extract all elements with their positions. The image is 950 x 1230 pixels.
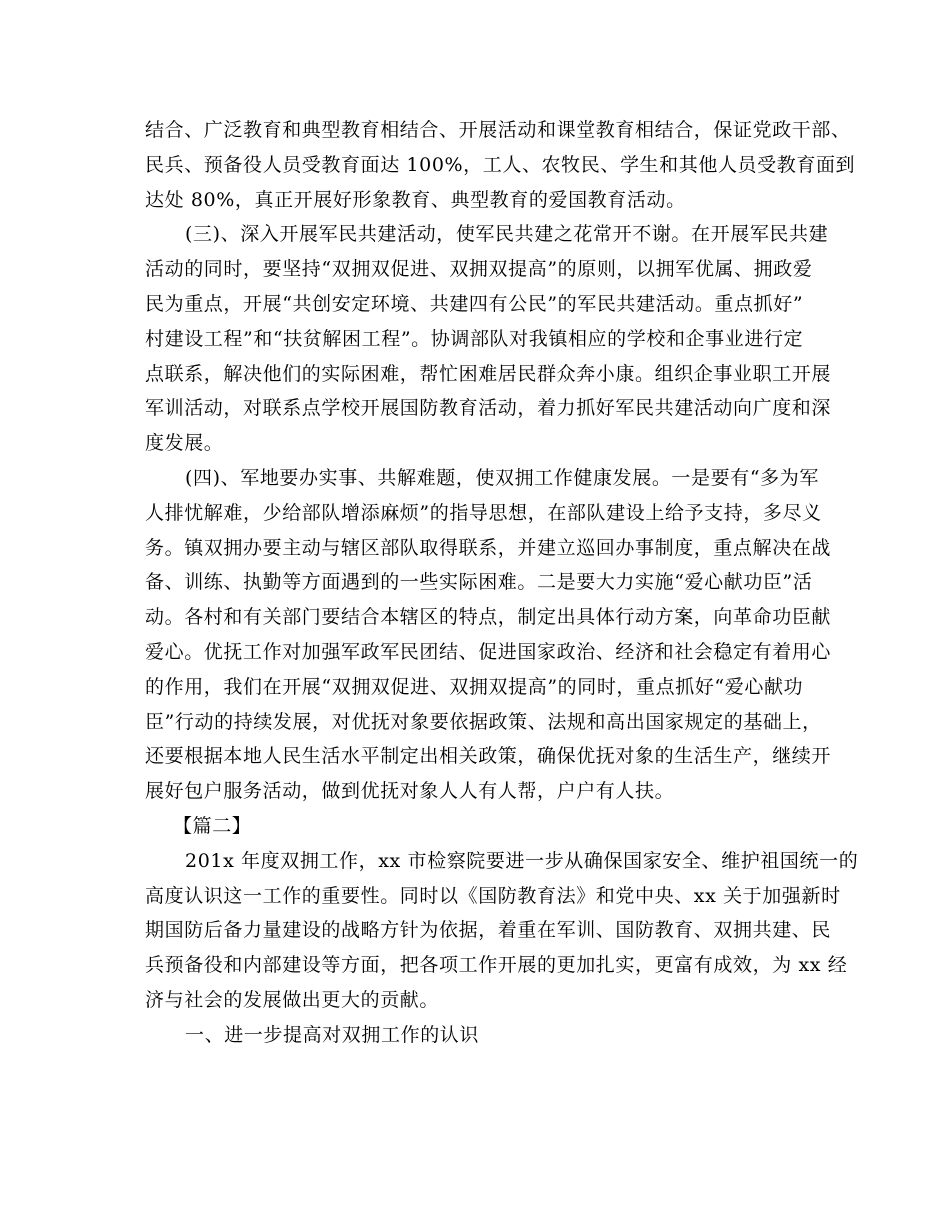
text-line: 点联系，解决他们的实际困难，帮忙困难居民群众奔小康。组织企事业职工开展 bbox=[145, 362, 832, 385]
text-line: (四)、军地要办实事、共解难题，使双拥工作健康发展。一是要有“多为军 bbox=[185, 466, 819, 489]
text-line: 爱心。优抚工作对加强军政军民团结、促进国家政治、经济和社会稳定有着用心 bbox=[145, 640, 832, 663]
subheading: 一、进一步提高对双拥工作的认识 bbox=[185, 1023, 480, 1046]
text-line: 活动的同时，要坚持“双拥双促进、双拥双提高”的原则，以拥军优属、拥政爱 bbox=[145, 258, 813, 281]
text-line: 展好包户服务活动，做到优抚对象人人有人帮，户户有人扶。 bbox=[145, 780, 675, 803]
text-line: 期国防后备力量建设的战略方针为依据，着重在军训、国防教育、双拥共建、民 bbox=[145, 919, 832, 942]
text-line: 济与社会的发展做出更大的贡献。 bbox=[145, 988, 440, 1011]
text-line: 民为重点，开展“共创安定环境、共建四有公民”的军民共建活动。重点抓好” bbox=[145, 292, 804, 315]
text-line: 备、训练、执勤等方面遇到的一些实际困难。二是要大力实施“爱心献功臣”活 bbox=[145, 571, 813, 594]
text-line: 还要根据本地人民生活水平制定出相关政策，确保优抚对象的生活生产，继续开 bbox=[145, 745, 832, 768]
text-line: 201x 年度双拥工作，xx 市检察院要进一步从确保国家安全、维护祖国统一的 bbox=[185, 849, 859, 872]
text-line: 人排忧解难，少给部队增添麻烦”的指导思想，在部队建设上给予支持，多尽义 bbox=[145, 501, 822, 524]
text-line: 结合、广泛教育和典型教育相结合、开展活动和课堂教育相结合，保证党政干部、 bbox=[145, 119, 851, 141]
subheading-improve-awareness bbox=[145, 1018, 810, 1053]
text-line: 务。镇双拥办要主动与辖区部队取得联系，并建立巡回办事制度，重点解决在战 bbox=[145, 536, 832, 559]
text-line: 高度认识这一工作的重要性。同时以《国防教育法》和党中央、xx 关于加强新时 bbox=[145, 884, 841, 907]
text-line: 民兵、预备役人员受教育面达 100%，工人、农牧民、学生和其他人员受教育面到 bbox=[145, 153, 856, 176]
text-line: 动。各村和有关部门要结合本辖区的特点，制定出具体行动方案，向革命功臣献 bbox=[145, 606, 832, 629]
paragraph-section-four bbox=[145, 461, 832, 809]
text-line: 度发展。 bbox=[145, 432, 224, 455]
document-body bbox=[145, 113, 859, 1053]
section-heading-part-two bbox=[145, 809, 810, 844]
text-line: 臣”行动的持续发展，对优抚对象要依据政策、法规和高出国家规定的基础上， bbox=[145, 710, 822, 733]
section-heading: 【篇二】 bbox=[173, 814, 252, 837]
paragraph-education-continued bbox=[145, 113, 856, 217]
text-line: 的作用，我们在开展“双拥双促进、双拥双提高”的同时，重点抓好“爱心献功 bbox=[145, 675, 804, 698]
text-line: (三)、深入开展军民共建活动，使军民共建之花常开不谢。在开展军民共建 bbox=[185, 223, 829, 246]
text-line: 军训活动，对联系点学校开展国防教育活动，着力抓好军民共建活动向广度和深 bbox=[145, 397, 832, 420]
text-line: 兵预备役和内部建设等方面，把各项工作开展的更加扎实，更富有成效，为 xx 经 bbox=[145, 954, 848, 977]
paragraph-section-three bbox=[145, 217, 832, 461]
text-line: 村建设工程”和“扶贫解困工程”。协调部队对我镇相应的学校和企事业进行定 bbox=[145, 327, 804, 350]
paragraph-annual-work bbox=[145, 844, 859, 1018]
text-line: 达处 80%，真正开展好形象教育、典型教育的爱国教育活动。 bbox=[145, 188, 686, 211]
